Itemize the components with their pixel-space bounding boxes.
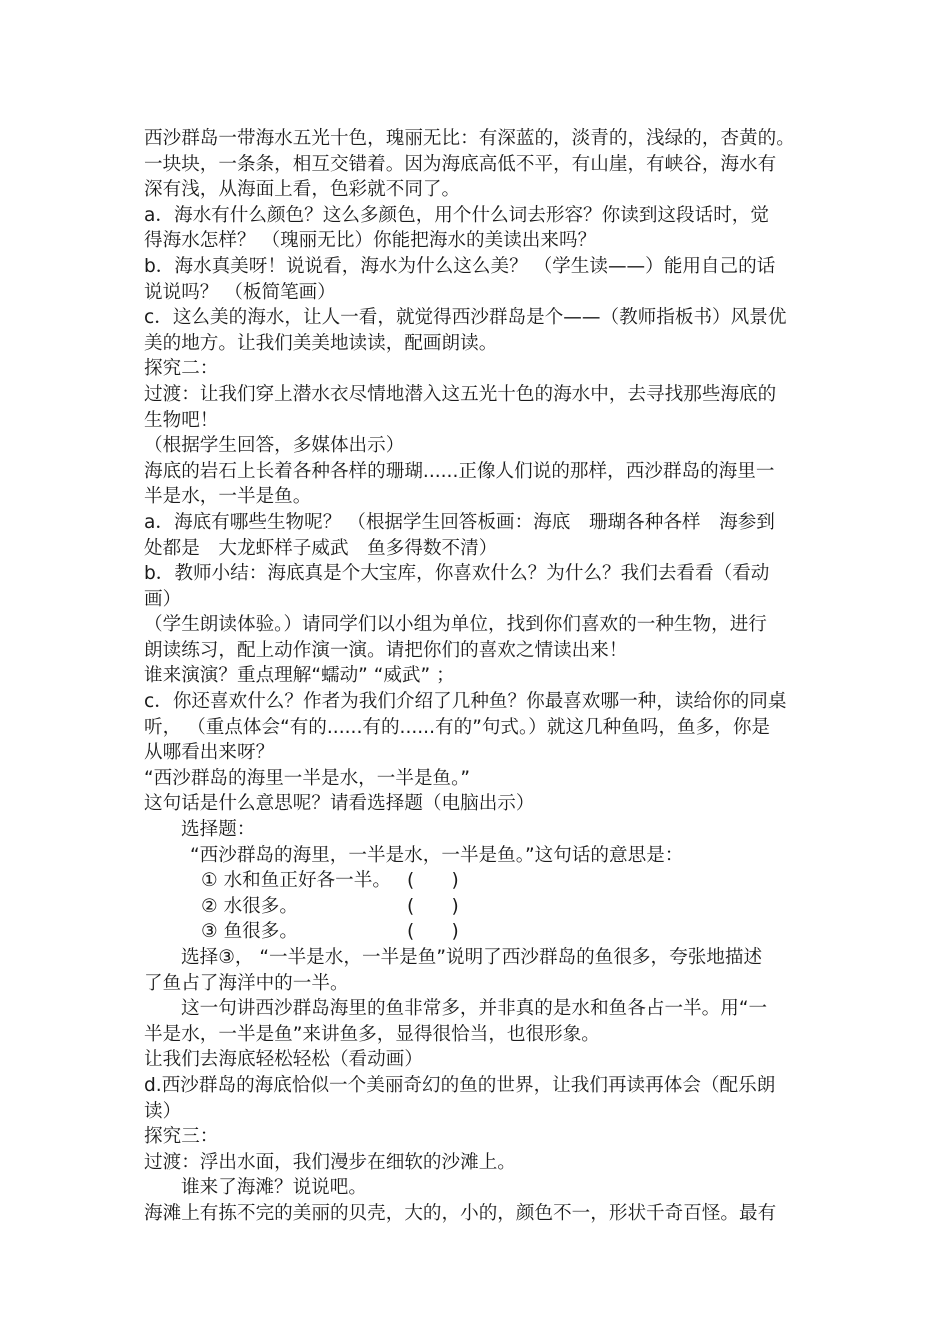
text-line: 这一句讲西沙群岛海里的鱼非常多，并非真的是水和鱼各占一半。用“一 <box>181 998 768 1020</box>
text-line: 谁来了海滩？说说吧。 <box>181 1177 367 1199</box>
text-line: 一块块，一条条，相互交错着。因为海底高低不平，有山崖，有峡谷，海水有 <box>144 153 777 175</box>
text-line: 过渡：浮出水面，我们漫步在细软的沙滩上。 <box>144 1151 516 1173</box>
text-line: 得海水怎样？ （瑰丽无比）你能把海水的美读出来吗？ <box>144 230 597 252</box>
quiz-option-text: ③ 鱼很多。 <box>201 921 298 943</box>
quiz-option <box>144 919 806 945</box>
text-line: 从哪看出来呀？ <box>144 742 275 764</box>
quiz-question: “西沙群岛的海里，一半是水，一半是鱼。”这句话的意思是： <box>190 844 684 866</box>
text-line: 这句话是什么意思呢？请看选择题（电脑出示） <box>144 793 535 815</box>
text-line: 朗读练习，配上动作演一演。请把你们的喜欢之情读出来！ <box>144 639 628 661</box>
quiz-heading: 选择题： <box>181 819 256 841</box>
text-line: 深有浅，从海面上看，色彩就不同了。 <box>144 179 461 201</box>
text-line: d.西沙群岛的海底恰似一个美丽奇幻的鱼的世界，让我们再读再体会（配乐朗 <box>144 1074 776 1096</box>
text-line: 生物吧！ <box>144 409 219 431</box>
text-line: 半是水，一半是鱼”来讲鱼多，显得很恰当，也很形象。 <box>144 1023 600 1045</box>
text-line: 画） <box>144 588 182 610</box>
text-line: “西沙群岛的海里一半是水，一半是鱼。” <box>144 767 471 789</box>
text-line: c．这么美的海水，让人一看，就觉得西沙群岛是个——（教师指板书）风景优 <box>144 307 787 329</box>
quiz-option-text: ① 水和鱼正好各一半。 <box>201 870 391 892</box>
text-line: 过渡：让我们穿上潜水衣尽情地潜入这五光十色的海水中，去寻找那些海底的 <box>144 383 777 405</box>
text-line: 说说吗？ （板简笔画） <box>144 281 336 303</box>
text-line: 处都是 大龙虾样子威武 鱼多得数不清） <box>144 537 498 559</box>
text-line: （学生朗读体验。）请同学们以小组为单位，找到你们喜欢的一种生物，进行 <box>144 614 767 636</box>
text-line: 选择③， “一半是水，一半是鱼”说明了西沙群岛的鱼很多，夸张地描述 <box>181 947 763 968</box>
text-line: b．海水真美呀！说说看，海水为什么这么美？ （学生读——）能用自己的话 <box>144 255 776 277</box>
text-line: 美的地方。让我们美美地读读，配画朗读。 <box>144 332 498 354</box>
text-line: b．教师小结：海底真是个大宝库，你喜欢什么？为什么？我们去看看（看动 <box>144 563 770 585</box>
section-heading: 探究三： <box>144 1126 219 1148</box>
quiz-option-blank: ( ) <box>407 870 459 892</box>
text-line: 半是水，一半是鱼。 <box>144 486 312 508</box>
quiz-option-blank: ( ) <box>407 895 459 917</box>
text-line: 听， （重点体会“有的......有的......有的”句式。）就这几种鱼吗，鱼多，你是 <box>144 716 771 738</box>
text-line: 海底的岩石上长着各种各样的珊瑚......正像人们说的那样，西沙群岛的海里一 <box>144 460 775 482</box>
document-body <box>144 126 806 1227</box>
text-line: a．海水有什么颜色？这么多颜色，用个什么词去形容？你读到这段话时，觉 <box>144 204 769 226</box>
text-line: 读） <box>144 1100 182 1122</box>
quiz-option <box>144 894 806 920</box>
quiz-option-text: ② 水很多。 <box>201 895 298 917</box>
quiz-option-blank: ( ) <box>407 921 459 943</box>
text-line: 海滩上有拣不完的美丽的贝壳，大的，小的，颜色不一，形状千奇百怪。最有 <box>144 1202 777 1224</box>
text-line: （根据学生回答，多媒体出示） <box>144 435 405 457</box>
text-line: 了鱼占了海洋中的一半。 <box>144 972 349 994</box>
text-line: c．你还喜欢什么？作者为我们介绍了几种鱼？你最喜欢哪一种，读给你的同桌 <box>144 691 787 713</box>
text-line: 西沙群岛一带海水五光十色，瑰丽无比：有深蓝的，淡青的，浅绿的，杏黄的。 <box>144 128 795 149</box>
text-line: a．海底有哪些生物呢？ （根据学生回答板画：海底 珊瑚各种各样 海参到 <box>144 511 775 533</box>
section-heading: 探究二： <box>144 358 219 380</box>
text-line: 谁来演演？重点理解“蠕动” “威武” ； <box>144 665 455 687</box>
quiz-option <box>144 868 806 894</box>
text-line: 让我们去海底轻松轻松（看动画） <box>144 1049 423 1071</box>
